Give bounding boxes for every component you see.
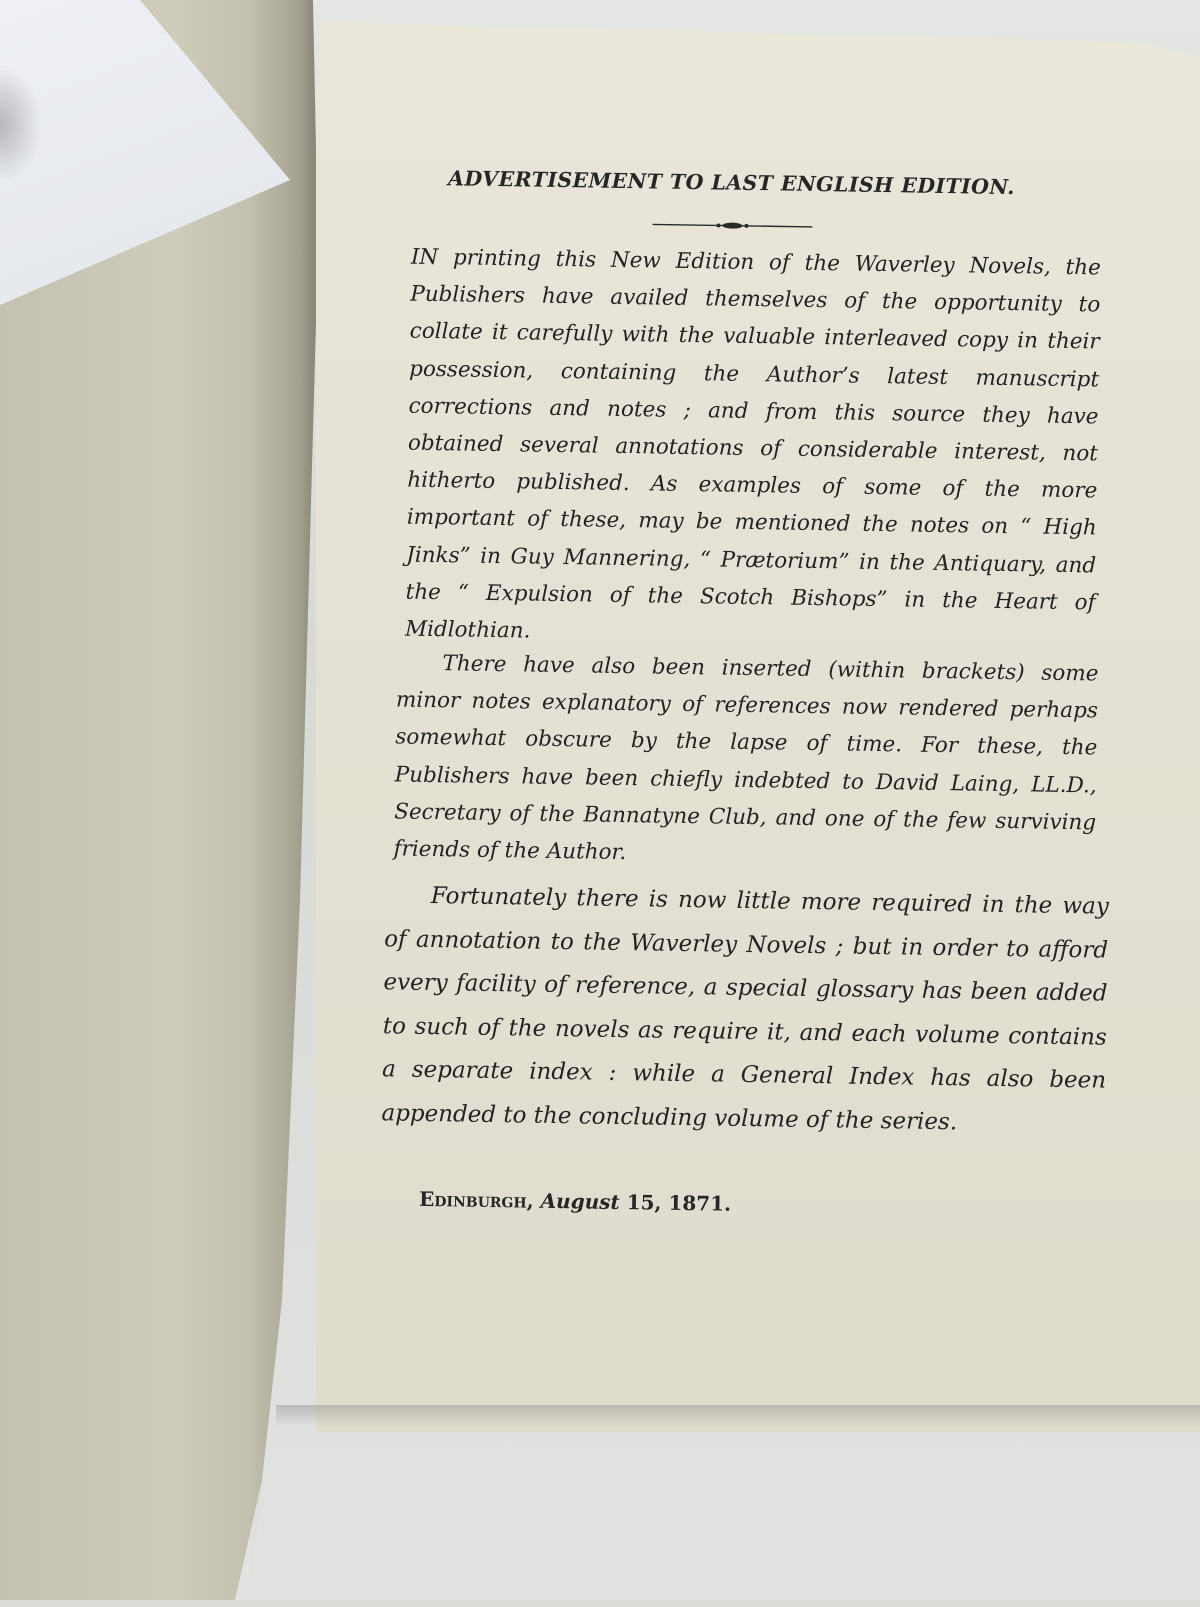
signature-month: August [540, 1188, 620, 1215]
signature-line [419, 1187, 731, 1216]
signature-day-year: 15, 1871. [626, 1190, 732, 1216]
paragraph-1: IN printing this New Edition of the Waverley Novels, the Publishers have availed themselves of the opportunity to collate it carefully with the valuable interleaved copy in their possession, containing the Author’s latest manuscript corrections and notes ; and from this source they have obtained several annotations of considerable interest, not hitherto published. As examples of some of the more important of these, may be mentioned the notes on “ High Jinks” in Guy Mannering, “ Prætorium” in the Antiquary, and the “ Expulsion of the Scotch Bishops” in the Heart of Midlothian. [404, 244, 1102, 644]
signature-place: Edinburgh, [418, 1186, 534, 1213]
paragraph-3: Fortunately there is now little more required in the way of annotation to the Waverley Novels ; but in order to afford every facility of reference, a special glossary has been added to such of the novels as require it, and each volume contains a separate index : while a General Index has also been appended to the concluding volume of the series. [381, 883, 1110, 1135]
paragraph-2: There have also been inserted (within brackets) some minor notes explanatory of references now rendered perhaps somewhat obscure by the lapse of time. For these, the Publishers have been chiefly indebted to David Laing, LL.D., Secretary of the Bannatyne Club, and one of the few surviving friends of the Author. [393, 651, 1099, 866]
page-heading: ADVERTISEMENT TO LAST ENGLISH EDITION. [447, 166, 1015, 200]
heading-rule-ornament [652, 220, 812, 231]
